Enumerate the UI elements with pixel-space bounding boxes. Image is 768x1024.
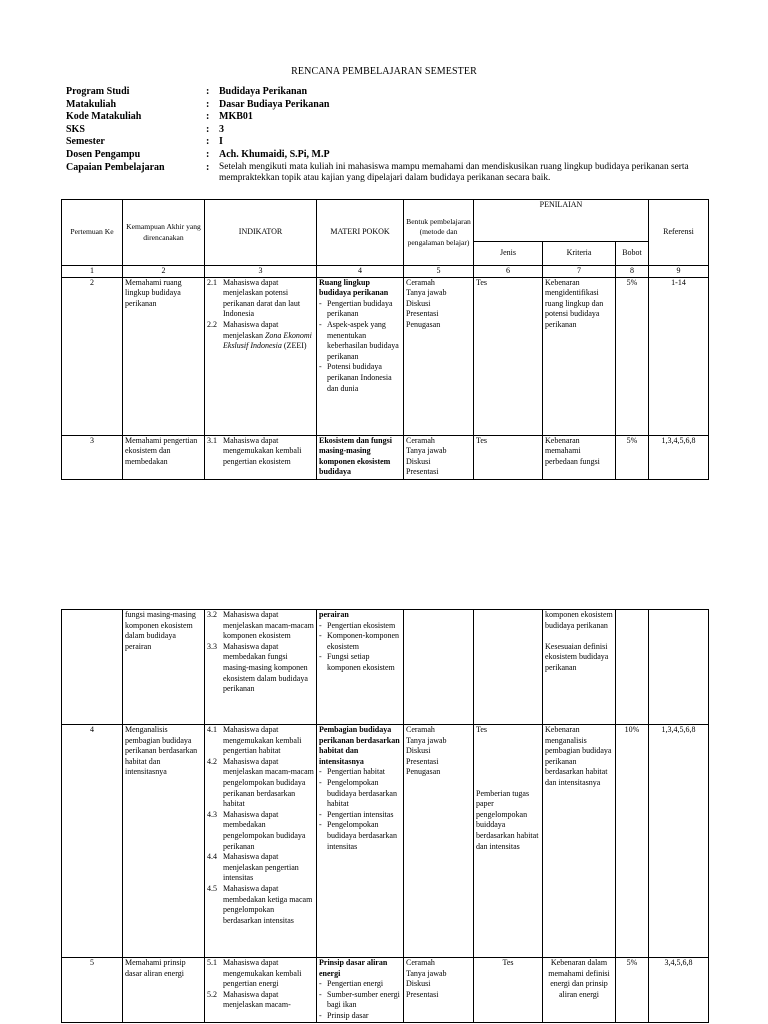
indikator-number: 2.1 xyxy=(207,277,217,287)
info-label: Program Studi xyxy=(66,86,130,97)
bobot-cell: 5% xyxy=(616,435,649,479)
indikator-text: (ZEEI) xyxy=(281,341,307,351)
info-value: MKB01 xyxy=(219,111,253,123)
materi-title: Ekosistem dan fungsi masing-masing komponen ekosistem budidaya xyxy=(319,435,392,477)
kriteria-cell: Kebenaran mengidentifikasi ruang lingkup dan potensi budidaya perikanan xyxy=(543,277,616,435)
kemampuan-cell: Memahami ruang lingkup budidaya perikanan xyxy=(123,277,205,435)
col-number: 8 xyxy=(616,266,649,278)
info-label: Dosen Pengampu xyxy=(66,148,141,160)
bentuk-item: Tanya jawab xyxy=(406,968,447,978)
bentuk-item: Ceramah xyxy=(406,958,435,967)
header-penilaian: PENILAIAN xyxy=(474,200,649,242)
jenis-text: Pemberian tugas paper pengelompokan buiddaya berdasarkan habitat dan intensitas xyxy=(476,788,539,851)
pertemuan-cell: 5 xyxy=(62,958,123,1023)
rps-table-part2 xyxy=(61,609,709,1023)
kriteria-cell xyxy=(543,610,616,725)
bentuk-cell xyxy=(404,277,474,435)
info-colon: : xyxy=(206,123,210,135)
kemampuan-cell: Memahami pengertian ekosistem dan membedakan xyxy=(123,435,205,479)
info-colon: : xyxy=(206,111,210,123)
bentuk-item: Presentasi xyxy=(406,309,439,319)
materi-item: Sumber-sumber energi bagi ikan xyxy=(327,989,400,1010)
info-value: Dasar Budiaya Perikanan xyxy=(219,98,330,110)
bentuk-item: Ceramah xyxy=(406,435,435,445)
bentuk-item: Presentasi xyxy=(406,989,439,999)
kriteria-cell: Kebenaran memahami perbedaan fungsi xyxy=(543,435,616,479)
indikator-cell xyxy=(205,277,317,435)
info-colon: : xyxy=(206,136,210,148)
indikator-text: Mahasiswa dapat mengemukakan kembali pengertian habitat xyxy=(223,725,302,756)
referensi-cell: 1-14 xyxy=(649,277,709,435)
kemampuan-cell: Menganalisis pembagian budidaya perikanan berdasarkan habitat dan intensitasnya xyxy=(123,725,205,958)
jenis-cell xyxy=(474,610,543,725)
bentuk-cell xyxy=(404,958,474,1023)
indikator-text: Mahasiswa dapat membedakan ketiga macam pengelompokan berdasarkan intensitas xyxy=(223,883,313,925)
indikator-number: 4.5 xyxy=(207,883,217,893)
materi-title: Ruang lingkup budidaya perikanan xyxy=(319,277,389,298)
indikator-text: Mahasiswa dapat menjelaskan potensi perikanan darat dan laut Indonesia xyxy=(223,277,301,319)
jenis-cell: Tes xyxy=(474,277,543,435)
bentuk-cell xyxy=(404,725,474,958)
indikator-text: Mahasiswa dapat membedakan pengelompokan budidaya perikanan xyxy=(223,809,306,851)
header-bobot: Bobot xyxy=(616,242,649,266)
bentuk-item: Tanya jawab xyxy=(406,288,447,298)
col-number: 6 xyxy=(474,266,543,278)
materi-item: Pengelompokan budidaya berdasarkan intensitas xyxy=(327,820,397,851)
col-number: 2 xyxy=(123,266,205,278)
jenis-cell: Tes xyxy=(474,435,543,479)
bentuk-item: Penugasan xyxy=(406,319,441,329)
bentuk-item: Diskusi xyxy=(406,298,431,308)
indikator-italic-text: Zona Ekonomi Ekslusif Indonesia xyxy=(223,330,312,351)
bentuk-item: Presentasi xyxy=(406,756,439,766)
info-row-semester xyxy=(66,136,706,149)
info-label: Capaian Pembelajaran xyxy=(66,161,165,173)
info-row-dosen xyxy=(66,149,706,162)
indikator-number: 4.4 xyxy=(207,852,217,862)
bentuk-item: Tanya jawab xyxy=(406,446,447,456)
bentuk-item: Diskusi xyxy=(406,746,431,756)
info-colon: : xyxy=(206,148,210,160)
info-value: Ach. Khumaidi, S.Pi, M.P xyxy=(219,148,330,160)
table-row xyxy=(62,725,709,958)
info-row-program xyxy=(66,86,706,99)
pertemuan-cell: 3 xyxy=(62,435,123,479)
bentuk-item: Penugasan xyxy=(406,767,441,777)
bentuk-cell xyxy=(404,435,474,479)
info-value: Budidaya Perikanan xyxy=(219,86,308,97)
materi-item: Pengertian intensitas xyxy=(327,809,394,819)
info-label: Matakuliah xyxy=(66,98,117,110)
indikator-text: Mahasiswa dapat menjelaskan macam-macam komponen ekosistem xyxy=(223,610,314,641)
indikator-cell xyxy=(205,435,317,479)
indikator-text: Mahasiswa dapat membedakan fungsi masing-masing komponen ekosistem dalam budidaya perikanan xyxy=(223,641,308,694)
pertemuan-cell xyxy=(62,610,123,725)
materi-title: Prinsip dasar aliran energi xyxy=(319,958,388,978)
table-row xyxy=(62,958,709,1023)
info-row-capaian xyxy=(66,162,706,184)
indikator-number: 5.2 xyxy=(207,989,217,999)
bentuk-item: Ceramah xyxy=(406,277,435,287)
bentuk-item: Diskusi xyxy=(406,979,431,989)
materi-item: Pengertian energi xyxy=(327,979,384,989)
course-info xyxy=(66,86,706,184)
indikator-text: Mahasiswa dapat menjelaskan macam-macam pengelompokan budidaya perikanan berdasarkan habitat xyxy=(223,756,314,809)
materi-item: Pengertian ekosistem xyxy=(327,620,396,630)
bentuk-item: Presentasi xyxy=(406,467,439,477)
indikator-number: 3.1 xyxy=(207,435,217,445)
bobot-cell: 5% xyxy=(616,277,649,435)
col-number: 4 xyxy=(317,266,404,278)
kriteria-text: komponen ekosistem budidaya perikanan xyxy=(545,610,613,630)
col-number: 1 xyxy=(62,266,123,278)
info-value: Setelah mengikuti mata kuliah ini mahasiswa mampu memahami dan mendiskusikan ruang lingkup budidaya perikanan serta mempraktekkan topik atau kajian yang dipelajari dalam budidaya perikanan secara baik. xyxy=(219,161,689,183)
col-number: 9 xyxy=(649,266,709,278)
kemampuan-cell: Memahami prinsip dasar aliran energi xyxy=(123,958,205,1023)
materi-item: Prinsip dasar xyxy=(327,1010,369,1020)
kriteria-cell: Kebenaran menganalisis pembagian budidaya perikanan berdasarkan habitat dan intensitasnya xyxy=(543,725,616,958)
indikator-text: Mahasiswa dapat menjelaskan macam- xyxy=(223,989,291,1010)
jenis-cell xyxy=(474,725,543,958)
kemampuan-cell: fungsi masing-masing komponen ekosistem dalam budidaya perairan xyxy=(123,610,205,725)
info-value: 3 xyxy=(219,123,224,135)
materi-cell: Ruang lingkup budidaya perikanan - Pengertian budidaya perikanan - Aspek-aspek yang menentukan keberhasilan budidaya perikanan - Potensi budidaya perikanan Indonesia dan dunia xyxy=(317,277,404,435)
table-row xyxy=(62,435,709,479)
jenis-text: Tes xyxy=(476,725,487,734)
referensi-cell: 1,3,4,5,6,8 xyxy=(649,725,709,958)
col-number: 5 xyxy=(404,266,474,278)
materi-item: Potensi budidaya perikanan Indonesia dan dunia xyxy=(327,362,392,393)
info-row-matakuliah xyxy=(66,99,706,112)
info-colon: : xyxy=(206,98,210,110)
indikator-text: Mahasiswa dapat mengemukakan kembali pengertian energi xyxy=(223,958,302,989)
info-row-sks xyxy=(66,124,706,137)
info-colon: : xyxy=(206,86,210,97)
indikator-number: 5.1 xyxy=(207,958,217,967)
kriteria-cell: Kebenaran dalam memahami definisi energi dan prinsip aliran energi xyxy=(543,958,616,1023)
table-row xyxy=(62,277,709,435)
referensi-cell: 1,3,4,5,6,8 xyxy=(649,435,709,479)
indikator-number: 2.2 xyxy=(207,319,217,329)
materi-cell xyxy=(317,435,404,479)
materi-cell: perairan - Pengertian ekosistem - Komponen-komponen ekosistem - Fungsi setiap komponen ekosistem xyxy=(317,610,404,725)
info-row-kode xyxy=(66,111,706,124)
materi-cell: Prinsip dasar aliran energi - Pengertian energi - Sumber-sumber energi bagi ikan - Prinsip dasar xyxy=(317,958,404,1023)
pertemuan-cell: 4 xyxy=(62,725,123,958)
materi-item: Pengelompokan budidaya berdasarkan habitat xyxy=(327,777,397,809)
header-pertemuan: Pertemuan Ke xyxy=(62,200,123,266)
indikator-number: 4.2 xyxy=(207,756,217,766)
materi-item: Pengertian budidaya perikanan xyxy=(327,298,393,319)
materi-cell: Pembagian budidaya perikanan berdasarkan habitat dan intensitasnya - Pengertian habitat - Pengelompokan budidaya berdasarkan habitat - Pengertian intensitas - Pengelompokan budidaya berdasarkan intensitas xyxy=(317,725,404,958)
materi-item: Fungsi setiap komponen ekosistem xyxy=(327,652,395,672)
rps-table-part1 xyxy=(61,199,709,480)
info-label: Kode Matakuliah xyxy=(66,111,142,123)
info-label: SKS xyxy=(66,123,85,135)
indikator-text: Mahasiswa dapat menjelaskan xyxy=(223,319,279,340)
referensi-cell xyxy=(649,610,709,725)
referensi-cell: 3,4,5,6,8 xyxy=(649,958,709,1023)
page-title: RENCANA PEMBELAJARAN SEMESTER xyxy=(291,66,477,77)
info-colon: : xyxy=(206,161,210,173)
header-kemampuan: Kemampuan Akhir yang direncanakan xyxy=(123,200,205,266)
header-indikator: INDIKATOR xyxy=(205,200,317,266)
bobot-cell xyxy=(616,610,649,725)
indikator-number: 4.1 xyxy=(207,725,217,734)
indikator-number: 4.3 xyxy=(207,809,217,819)
bentuk-cell xyxy=(404,610,474,725)
header-jenis: Jenis xyxy=(474,242,543,266)
header-kriteria: Kriteria xyxy=(543,242,616,266)
bobot-cell: 10% xyxy=(616,725,649,958)
pertemuan-cell: 2 xyxy=(62,277,123,435)
header-bentuk: Bentuk pembelajaran (metode dan pengalaman belajar) xyxy=(404,200,474,266)
table-row xyxy=(62,610,709,725)
materi-item: Pengertian habitat xyxy=(327,767,385,777)
indikator-cell xyxy=(205,725,317,958)
indikator-number: 3.3 xyxy=(207,641,217,651)
bentuk-item: Ceramah xyxy=(406,725,435,734)
materi-title: perairan xyxy=(319,610,349,619)
header-referensi: Referensi xyxy=(649,200,709,266)
indikator-text: Mahasiswa dapat mengemukakan kembali pengertian ekosistem xyxy=(223,435,302,466)
col-number: 3 xyxy=(205,266,317,278)
bobot-cell: 5% xyxy=(616,958,649,1023)
column-number-row xyxy=(62,266,709,278)
bentuk-item: Tanya jawab xyxy=(406,735,447,745)
jenis-cell: Tes xyxy=(474,958,543,1023)
materi-item: Komponen-komponen ekosistem xyxy=(327,631,399,651)
header-materi: MATERI POKOK xyxy=(317,200,404,266)
col-number: 7 xyxy=(543,266,616,278)
info-value: I xyxy=(219,136,223,148)
indikator-number: 3.2 xyxy=(207,610,217,619)
indikator-cell xyxy=(205,610,317,725)
indikator-cell xyxy=(205,958,317,1023)
info-label: Semester xyxy=(66,136,105,148)
materi-item: Aspek-aspek yang menentukan keberhasilan budidaya perikanan xyxy=(327,319,399,361)
bentuk-item: Diskusi xyxy=(406,456,431,466)
kriteria-text: Kesesuaian definisi ekosistem budidaya perikanan xyxy=(545,641,609,672)
materi-title: Pembagian budidaya perikanan berdasarkan habitat dan intensitasnya xyxy=(319,725,400,766)
indikator-text: Mahasiswa dapat menjelaskan pengertian intensitas xyxy=(223,852,299,883)
